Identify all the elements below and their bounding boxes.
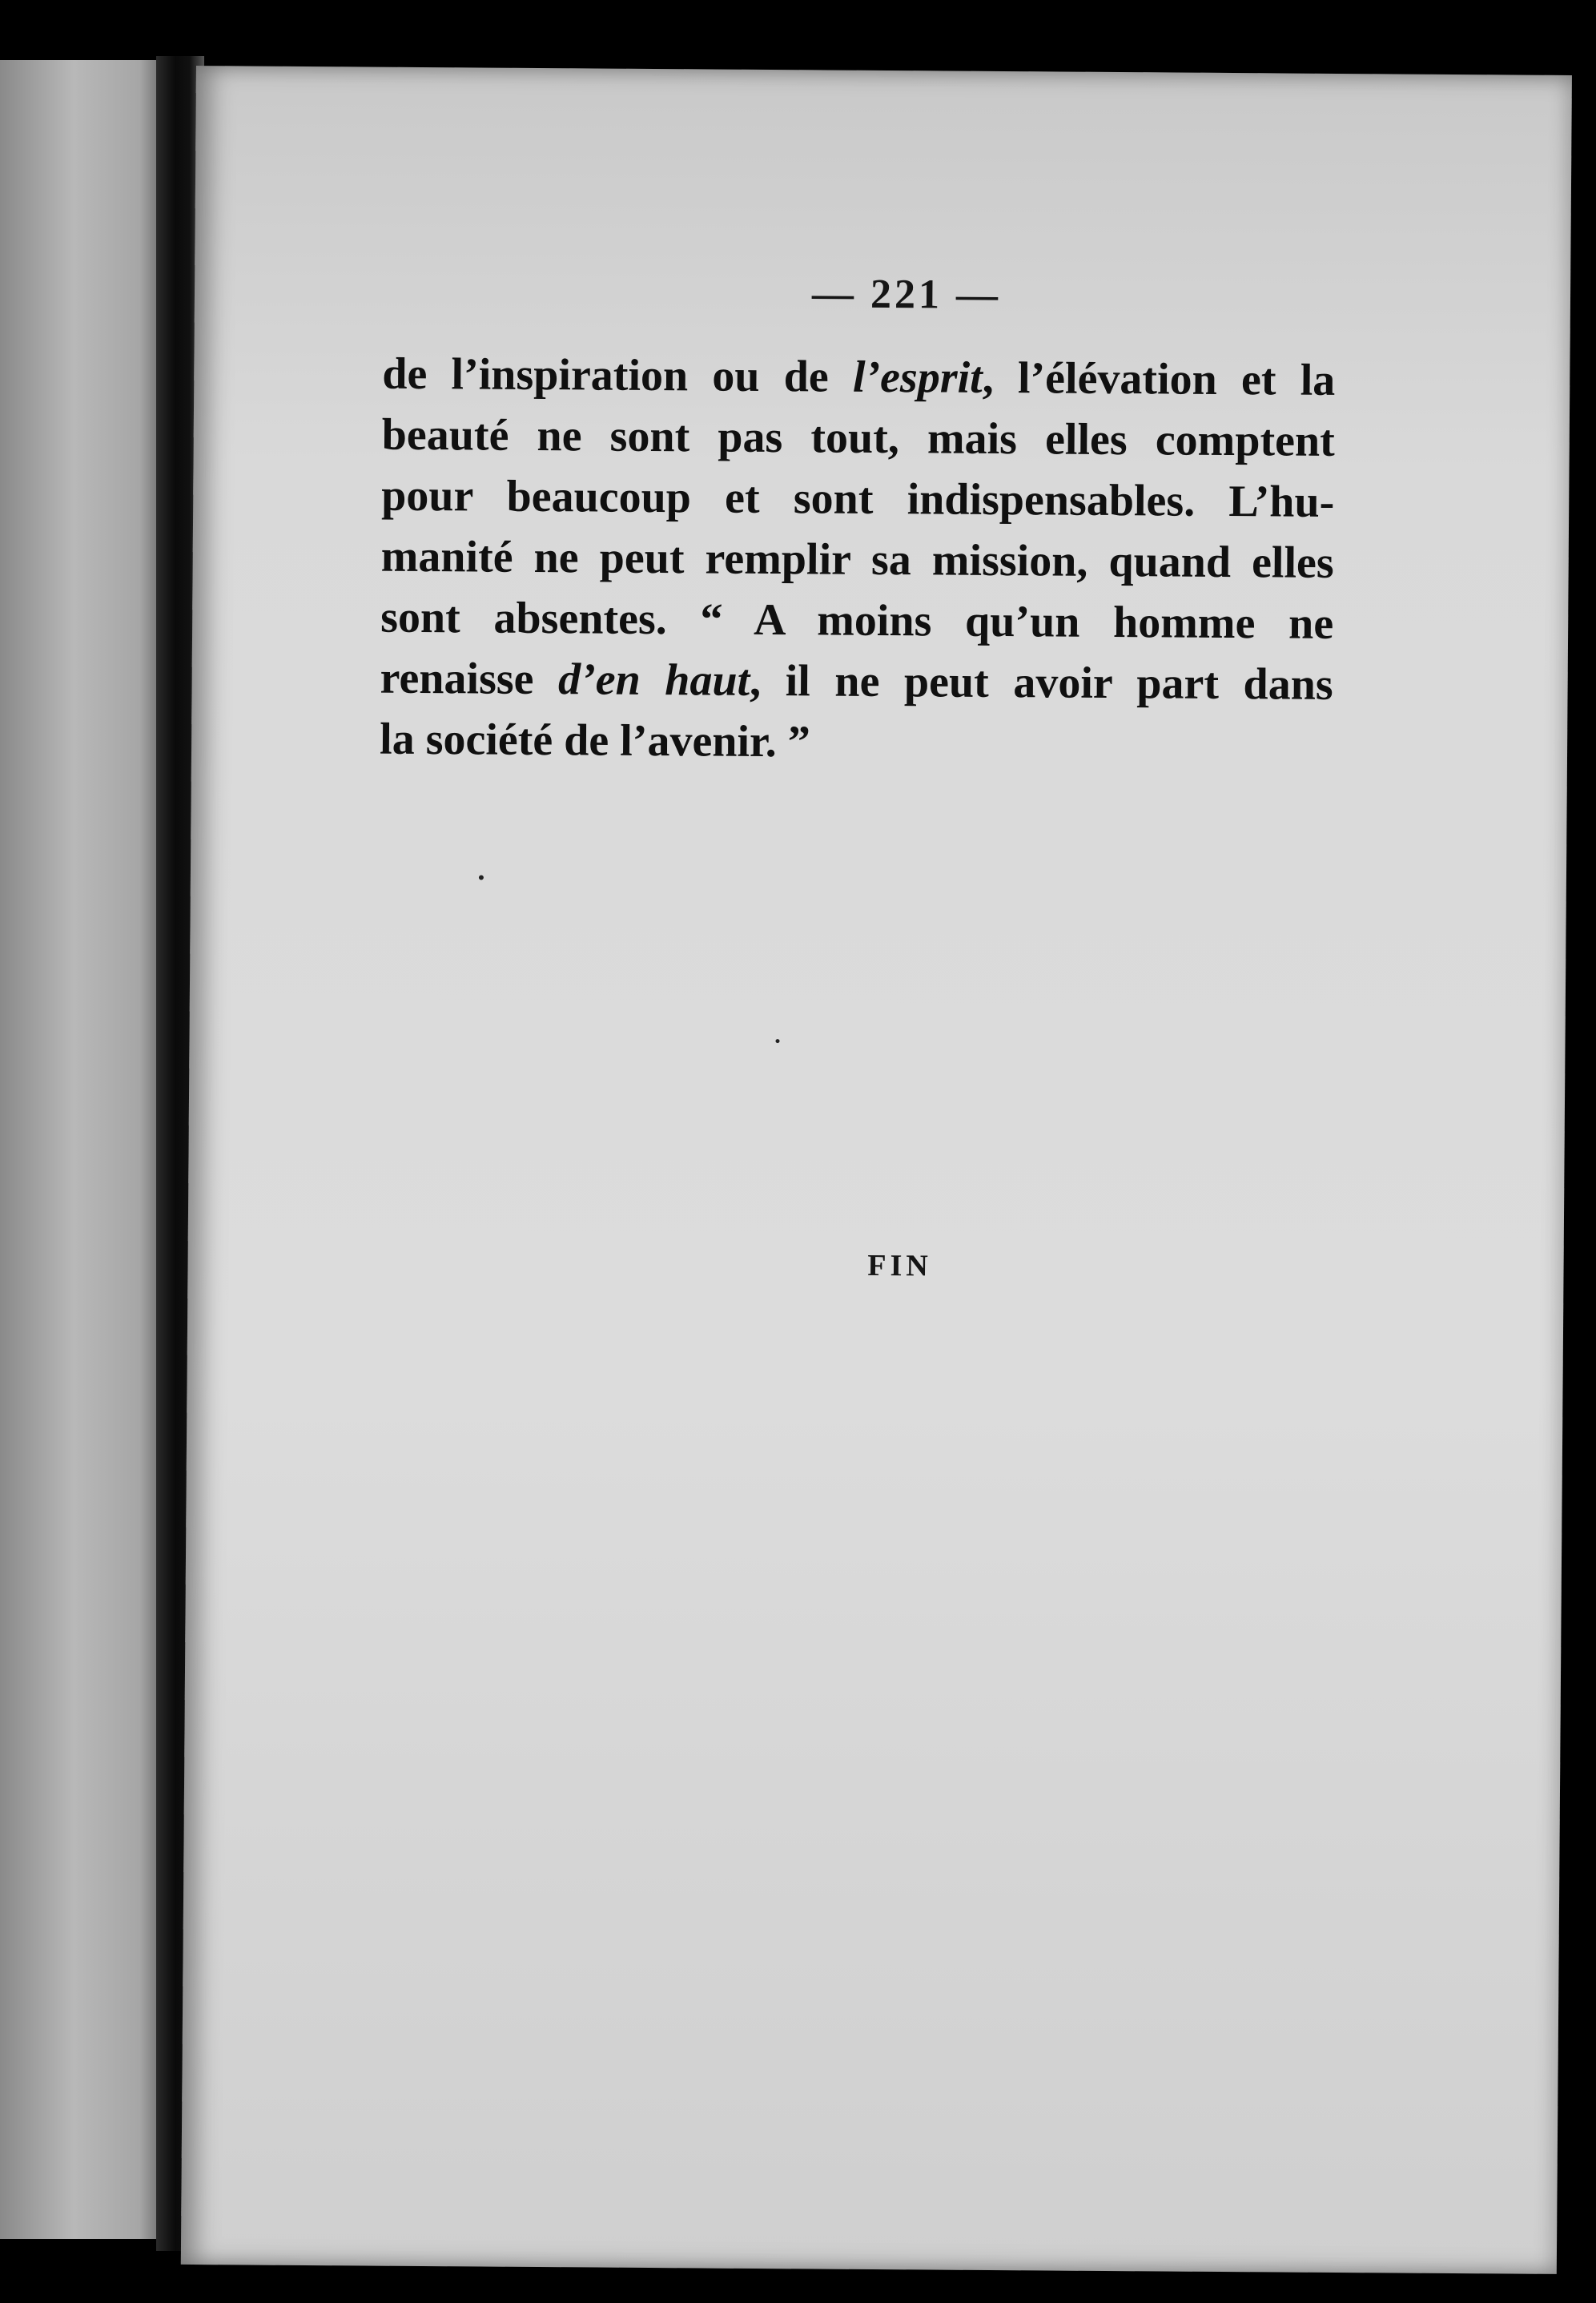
text-line: manité ne peut remplir sa mission, quand elles (380, 531, 1334, 588)
ink-speck (775, 1039, 779, 1043)
text-line: la société de l’avenir. ” (379, 714, 810, 767)
ink-speck (479, 875, 484, 880)
page-number: — 221 — (811, 271, 1002, 319)
emphasis: d’en haut (557, 654, 750, 706)
text-line: renaisse d’en haut, il ne peut avoir part dans (380, 653, 1333, 710)
body-text (380, 344, 1336, 776)
text-line: pour beaucoup et sont indispensables. L’hu- (381, 470, 1335, 527)
end-mark: FIN (867, 1248, 932, 1283)
previous-page-edge (0, 60, 164, 2239)
emphasis: l’esprit (852, 352, 983, 403)
text-line: beauté ne sont pas tout, mais elles comptent (381, 409, 1335, 466)
book-page (181, 66, 1572, 2274)
text-line: de l’inspiration ou de l’esprit, l’élévation et la (382, 348, 1336, 405)
text-line: sont absentes. “ A moins qu’un homme ne (380, 592, 1334, 649)
